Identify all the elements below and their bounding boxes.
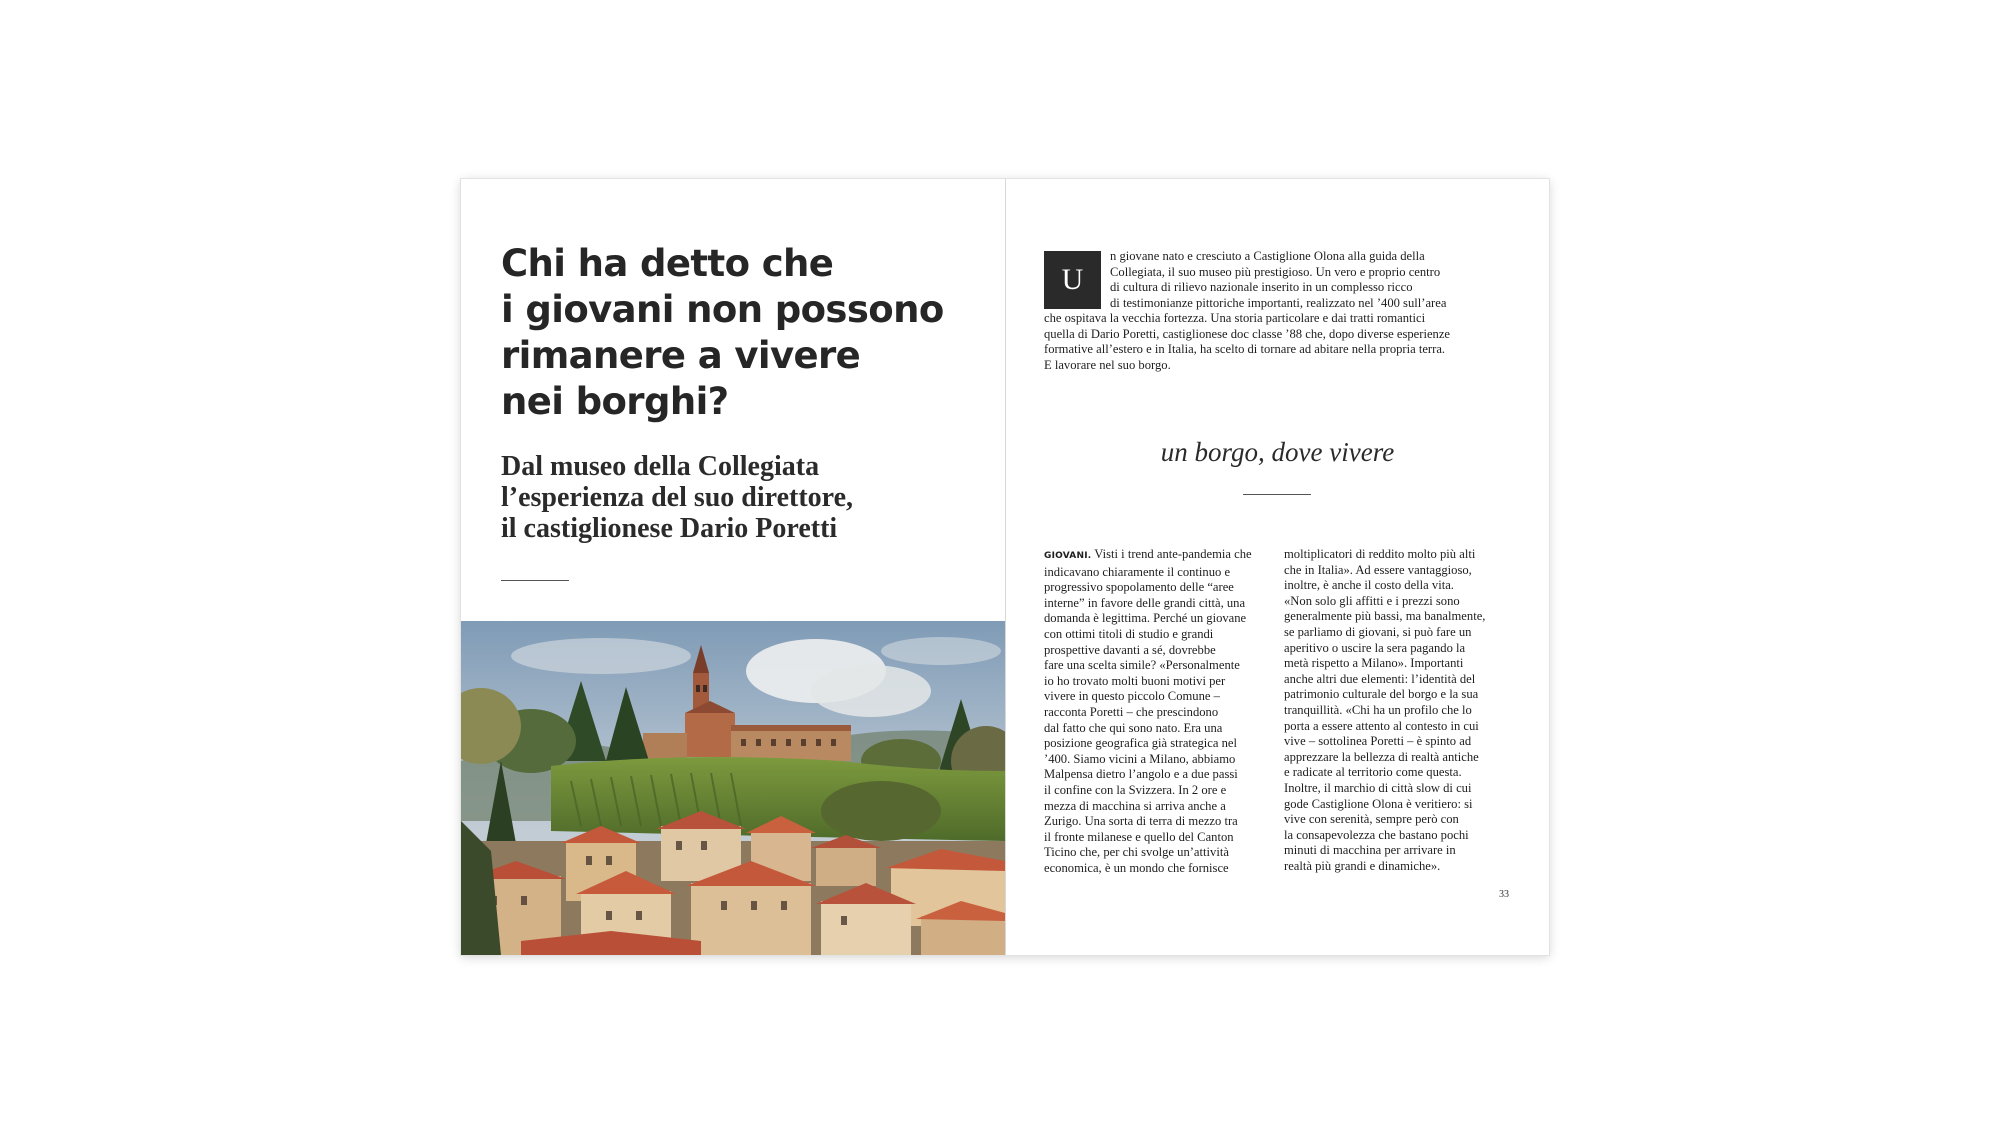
body-line	[1044, 547, 1279, 565]
body-line: vive – sottolinea Poretti – è spinto ad	[1284, 734, 1472, 749]
body-line: vive con serenità, sempre però con	[1284, 812, 1459, 827]
subhead-line: il castiglionese Dario Poretti	[501, 513, 838, 544]
body-line: il fronte milanese e quello del Canton	[1044, 829, 1234, 844]
body-line: Inoltre, il marchio di città slow di cui	[1284, 780, 1472, 795]
body-line: e radicate al territorio come questa.	[1284, 765, 1462, 780]
right-page	[1006, 179, 1549, 955]
intro-line: che ospitava la vecchia fortezza. Una storia particolare e dai tratti romantici	[1044, 311, 1426, 325]
intro-line: formative all’estero e in Italia, ha scelto di tornare ad abitare nella propria terra.	[1044, 342, 1446, 356]
headline-line: Chi ha detto che	[501, 242, 834, 285]
body-line: apprezzare la bellezza di realtà antiche	[1284, 749, 1479, 764]
body-line: aperitivo o uscire la sera pagando la	[1284, 640, 1466, 655]
body-line: generalmente più bassi, ma banalmente,	[1284, 609, 1486, 624]
body-line-text: Visti i trend ante-pandemia che	[1094, 547, 1252, 561]
body-line: fare una scelta simile? «Personalmente	[1044, 658, 1240, 673]
body-line: metà rispetto a Milano». Importanti	[1284, 656, 1464, 671]
page-number: 33	[1499, 889, 1509, 900]
intro-line: n giovane nato e cresciuto a Castiglione Olona alla guida della	[1110, 249, 1425, 263]
intro-line: quella di Dario Poretti, castiglionese doc classe ’88 che, dopo diverse esperienze	[1044, 326, 1451, 341]
body-line: indicavano chiaramente il continuo e	[1044, 564, 1231, 579]
body-line: «Non solo gli affitti e i prezzi sono	[1284, 593, 1460, 608]
body-line: Zurigo. Una sorta di terra di mezzo tra	[1044, 814, 1238, 829]
body-column-1	[1044, 547, 1279, 876]
intro-line: di testimonianze pittoriche importanti, realizzato nel ’400 sull’area	[1110, 295, 1447, 310]
body-line: vivere in questo piccolo Comune –	[1044, 689, 1220, 704]
body-line: ’400. Siamo vicini a Milano, abbiamo	[1044, 751, 1236, 766]
body-line: racconta Poretti – che prescindono	[1044, 704, 1219, 719]
body-line: economica, è un mondo che fornisce	[1044, 860, 1229, 875]
body-line: il confine con la Svizzera. In 2 ore e	[1044, 782, 1227, 797]
body-line: se parliamo di giovani, si può fare un	[1284, 624, 1472, 639]
intro-line: di cultura di rilievo nazionale inserito in un complesso ricco	[1110, 280, 1413, 294]
dropcap: U	[1044, 251, 1101, 309]
body-line: Malpensa dietro l’angolo e a due passi	[1044, 767, 1238, 782]
body-line: con ottimi titoli di studio e grandi	[1044, 626, 1214, 641]
intro-paragraph	[1044, 249, 1514, 373]
village-photo	[461, 621, 1005, 955]
body-line: tranquillità. «Chi ha un profilo che lo	[1284, 702, 1472, 717]
headline-line: rimanere a vivere	[501, 334, 861, 377]
body-line: posizione geografica già strategica nel	[1044, 736, 1238, 751]
body-line: patrimonio culturale del borgo e la sua	[1284, 687, 1479, 702]
intro-line: E lavorare nel suo borgo.	[1044, 357, 1171, 372]
subheadline	[501, 451, 981, 544]
magazine-spread	[461, 179, 1549, 955]
body-line: anche altri due elementi: l’identità del	[1284, 671, 1476, 686]
run-in-label: GIOVANI.	[1044, 551, 1092, 561]
body-line: prospettive davanti a sé, dovrebbe	[1044, 642, 1216, 657]
headline-line: i giovani non possono	[501, 288, 944, 331]
body-line: la consapevolezza che bastano pochi	[1284, 827, 1469, 842]
body-line: io ho trovato molti buoni motivi per	[1044, 673, 1226, 688]
body-line: realtà più grandi e dinamiche».	[1284, 858, 1441, 873]
body-line: minuti di macchina per arrivare in	[1284, 843, 1456, 858]
body-line: interne” in favore delle grandi città, una	[1044, 595, 1246, 610]
body-line: porta a essere attento al contesto in cui	[1284, 718, 1479, 733]
body-column-2	[1284, 547, 1519, 874]
body-line: mezza di macchina si arriva anche a	[1044, 798, 1226, 813]
body-line: moltiplicatori di reddito molto più alti	[1284, 547, 1476, 561]
body-line: inoltre, è anche il costo della vita.	[1284, 578, 1454, 593]
body-line: gode Castiglione Olona è veritiero: si	[1284, 796, 1473, 811]
left-page	[461, 179, 1005, 955]
headline	[501, 241, 981, 425]
body-line: progressivo spopolamento delle “aree	[1044, 580, 1234, 595]
subhead-line: Dal museo della Collegiata	[501, 451, 820, 482]
intro-line: Collegiata, il suo museo più prestigioso. Un vero e proprio centro	[1110, 264, 1441, 279]
divider-rule	[501, 580, 569, 581]
body-line: dal fatto che qui sono nato. Era una	[1044, 720, 1223, 735]
subhead-line: l’esperienza del suo direttore,	[501, 482, 854, 513]
body-line: domanda è legittima. Perché un giovane	[1044, 611, 1247, 626]
body-line: che in Italia». Ad essere vantaggioso,	[1284, 562, 1472, 577]
pull-quote: un borgo, dove vivere	[1160, 437, 1395, 467]
divider-rule	[1243, 494, 1311, 495]
body-line: Ticino che, per chi svolge un’attività	[1044, 845, 1229, 860]
headline-line: nei borghi?	[501, 380, 729, 423]
